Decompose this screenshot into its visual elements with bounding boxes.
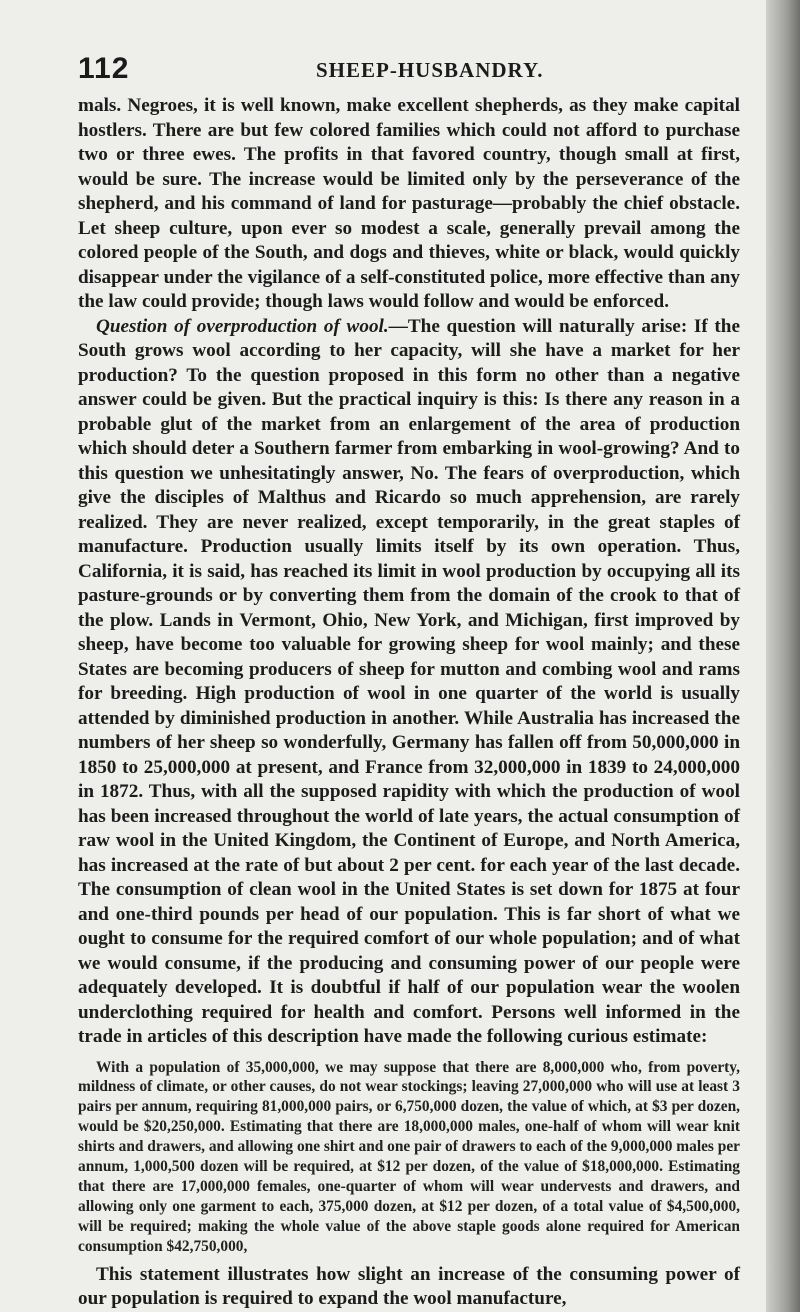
page-number: 112 — [78, 52, 130, 85]
paragraph-overproduction — [78, 315, 740, 1050]
paragraph-statement-illustrates: This statement illustrates how slight an increase of the consuming power of our population is required to expand the wool manufacture, — [78, 1263, 740, 1310]
section-title-overproduction: Question of overproduction of wool. — [96, 315, 389, 337]
body-text — [78, 94, 740, 1312]
estimate-quotation: With a population of 35,000,000, we may suppose that there are 8,000,000 who, from poverty, mildness of climate, or other causes, do not wear stockings; leaving 27,000,000 who will use at least 3 pairs per annum, requiring 81,000,000 pairs, or 6,750,000 dozen, the value of which, at $3 per dozen, would be $20,250,000. Estimating that there are 18,000,000 males, one-half of whom will wear knit shirts and drawers, and allowing one shirt and one pair of drawers to each of the 9,000,000 males per annum, 1,000,500 dozen will be required, at $12 per dozen, of the value of $18,000,000. Estimating that there are 17,000,000 females, one-quarter of whom will wear undervests and drawers, and allowing only one garment to each, 375,000 dozen, at $12 per dozen, of a total value of $4,500,000, will be required; making the whole value of the above staple goods alone required for American consumption $42,750,000, — [78, 1058, 740, 1255]
page-header — [78, 52, 738, 85]
paragraph-overproduction-text: —The question will naturally arise: If the South grows wool according to her capacity, will she have a market for her production? To the question proposed in this form no other than a negative answer could be given. But the practical inquiry is this: Is there any reason in a probable glut of the market from an enlargement of the area of production which should deter a Southern farmer from embarking in wool-growing? And to this question we unhesitatingly answer, No. The fears of overproduction, which give the disciples of Malthus and Ricardo so much apprehension, are rarely realized. They are never realized, except temporarily, in the great staples of manufacture. Production usually limits itself by its own operation. Thus, California, it is said, has reached its limit in wool production by occupying all its pasture-grounds or by converting them from the domain of the crook to that of the plow. Lands in Vermont, Ohio, New York, and Michigan, first improved by sheep, have become too valuable for growing sheep for wool mainly; and these States are becoming producers of sheep for mutton and combing wool and rams for breeding. High production of wool in one quarter of the world is usually attended by diminished production in another. While Australia has increased the numbers of her sheep so wonderfully, Germany has fallen off from 50,000,000 in 1850 to 25,000,000 at present, and France from 32,000,000 in 1839 to 24,000,000 in 1872. Thus, with all the supposed rapidity with which the production of wool has been increased throughout the world of late years, the actual consumption of raw wool in the United Kingdom, the Continent of Europe, and North America, has increased at the rate of but about 2 per cent. for each year of the last decade. The consumption of clean wool in the United States is set down for 1875 at four and one-third pounds per head of our population. This is far short of what we ought to consume for the required comfort of our whole population; and of what we would consume, if the producing and consuming power of our people were adequately developed. It is doubtful if half of our population wear the woolen underclothing required for health and comfort. Persons well informed in the trade in articles of this description have made the following curious estimate: — [78, 315, 740, 1047]
adjacent-page-edge — [766, 0, 800, 1312]
running-head: SHEEP-HUSBANDRY. — [316, 58, 544, 82]
paragraph-negroes-shepherds: mals. Negroes, it is well known, make excellent shepherds, as they make capital hostlers. There are but few colored families which could not afford to purchase two or three ewes. The profits in that favored country, though small at first, would be sure. The increase would be limited only by the perseverance of the shepherd, and his command of land for pasturage—probably the chief obstacle. Let sheep culture, upon ever so modest a scale, generally prevail among the colored people of the South, and dogs and thieves, white or black, would quickly disappear under the vigilance of a self-constituted police, more effective than any the law could provide; though laws would follow and would be enforced. — [78, 95, 740, 312]
